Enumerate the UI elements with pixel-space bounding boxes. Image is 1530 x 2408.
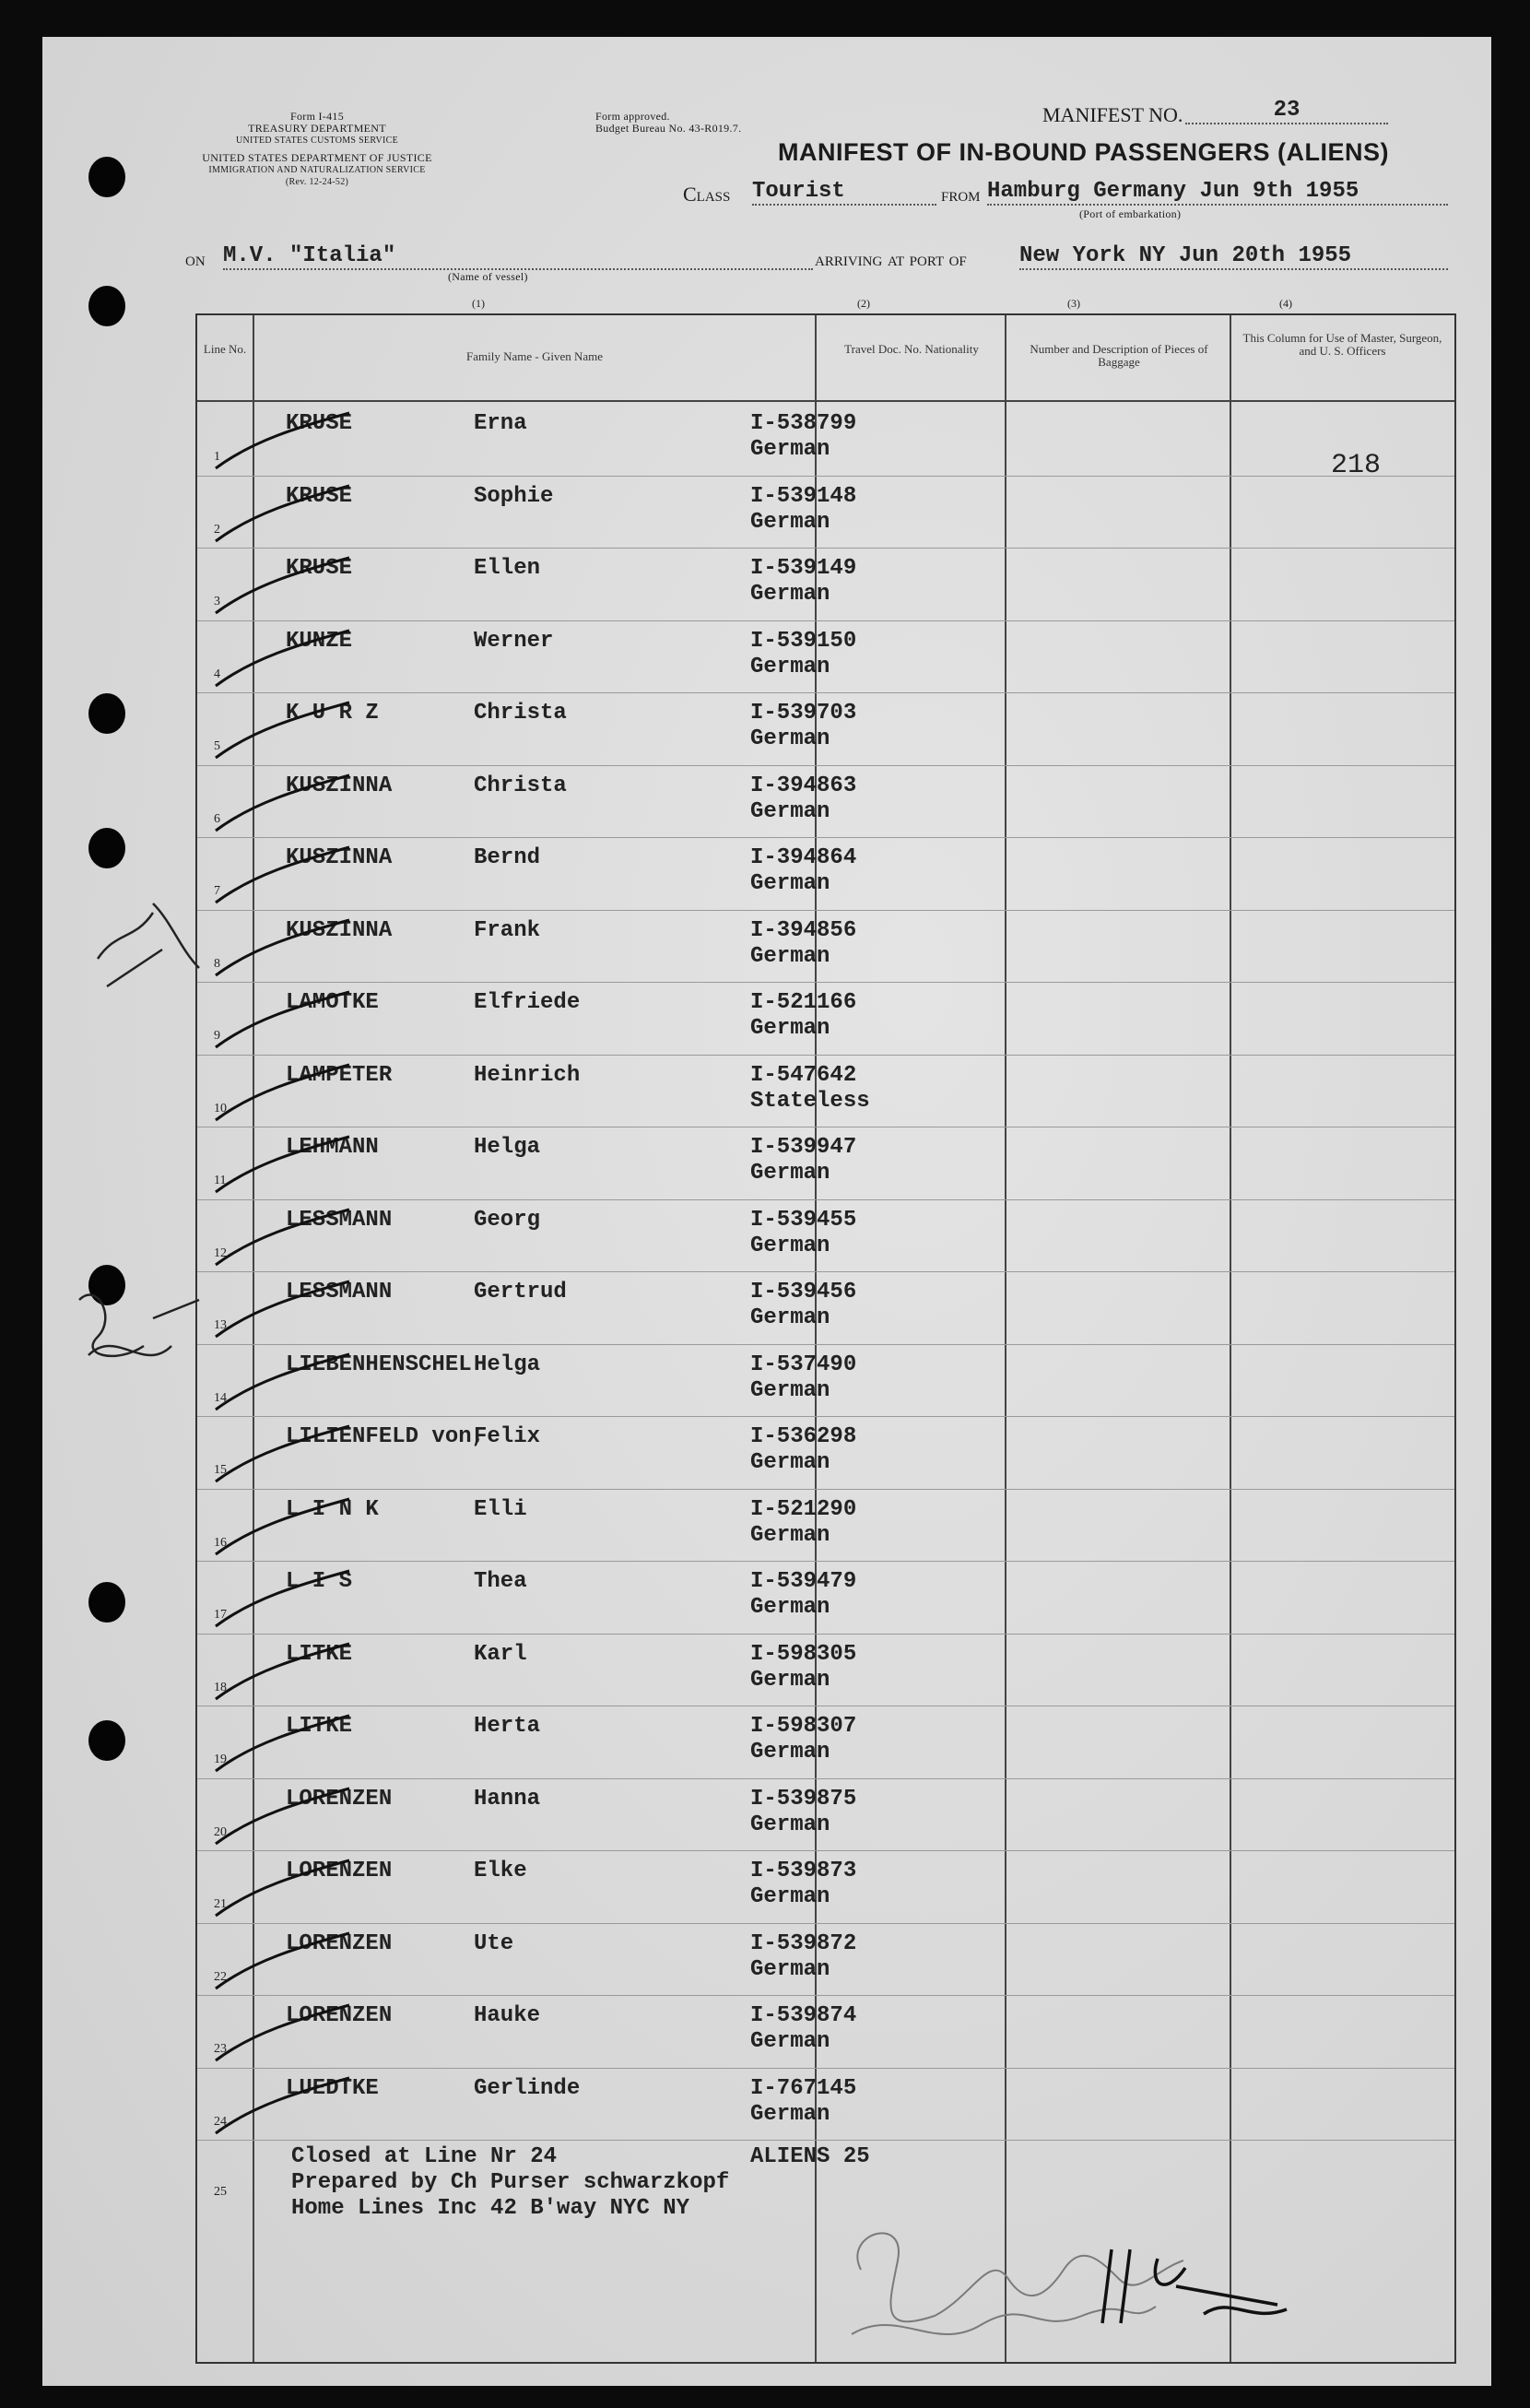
form-header-left bbox=[188, 111, 446, 188]
table-row bbox=[197, 1200, 1454, 1272]
line-number: 11 bbox=[214, 1174, 227, 1187]
table-row bbox=[197, 1996, 1454, 2068]
check-mark bbox=[197, 1345, 363, 1417]
check-mark bbox=[197, 549, 363, 620]
table-row bbox=[197, 1851, 1454, 1923]
line-number: 6 bbox=[214, 811, 220, 826]
nationality: German bbox=[750, 582, 830, 607]
given-name: Felix bbox=[474, 1424, 541, 1449]
family-name: LORENZEN bbox=[286, 1930, 393, 1956]
given-name: Werner bbox=[474, 628, 554, 654]
aliens-total: ALIENS 25 bbox=[750, 2144, 870, 2169]
check-mark bbox=[197, 766, 363, 838]
family-name: LORENZEN bbox=[286, 2003, 393, 2028]
col-2-number: (2) bbox=[857, 297, 870, 310]
treasury-label: TREASURY DEPARTMENT bbox=[248, 122, 386, 135]
col-1-number: (1) bbox=[472, 297, 485, 310]
given-name: Christa bbox=[474, 773, 567, 798]
customs-label: UNITED STATES CUSTOMS SERVICE bbox=[235, 136, 399, 146]
check-mark bbox=[197, 983, 363, 1055]
nationality: German bbox=[750, 2101, 830, 2127]
table-row bbox=[197, 1779, 1454, 1851]
line-number: 13 bbox=[214, 1318, 227, 1332]
line-number: 5 bbox=[214, 739, 220, 753]
given-name: Elke bbox=[474, 1859, 527, 1883]
family-name: LITKE bbox=[286, 1714, 353, 1739]
check-mark bbox=[197, 1056, 363, 1127]
nationality: German bbox=[750, 2029, 830, 2054]
travel-doc-number: I-394863 bbox=[750, 773, 857, 798]
line-number: 23 bbox=[214, 2042, 227, 2056]
given-name: Frank bbox=[474, 917, 541, 943]
travel-doc-number: I-547642 bbox=[750, 1062, 857, 1088]
given-name: Heinrich bbox=[474, 1062, 581, 1088]
family-name: LAMPETER bbox=[286, 1062, 393, 1088]
travel-doc-number: I-539455 bbox=[750, 1207, 857, 1233]
punch-hole bbox=[88, 157, 125, 197]
passenger-table bbox=[195, 313, 1456, 2364]
nationality: German bbox=[750, 1522, 830, 1548]
punch-hole bbox=[88, 286, 125, 326]
line-number: 3 bbox=[214, 595, 220, 608]
travel-doc-number: I-598305 bbox=[750, 1641, 857, 1667]
family-name: KUSZINNA bbox=[286, 917, 393, 943]
vessel-value: M.V. "Italia" bbox=[223, 243, 813, 270]
table-row bbox=[197, 1490, 1454, 1562]
check-mark bbox=[197, 1200, 363, 1272]
family-name: KUSZINNA bbox=[286, 773, 393, 798]
nationality: German bbox=[750, 654, 830, 679]
table-row bbox=[197, 477, 1454, 549]
given-name: Christa bbox=[474, 701, 567, 726]
given-name: Helga bbox=[474, 1135, 541, 1160]
table-row bbox=[197, 1127, 1454, 1199]
line-number: 20 bbox=[214, 1824, 227, 1839]
family-name: K U R Z bbox=[286, 701, 379, 726]
check-mark bbox=[197, 1924, 363, 1996]
nationality: German bbox=[750, 1377, 830, 1403]
nationality: German bbox=[750, 1016, 830, 1041]
travel-doc-number: I-539872 bbox=[750, 1930, 857, 1956]
table-row bbox=[197, 1706, 1454, 1778]
given-name: Ute bbox=[474, 1930, 514, 1956]
col-4-number: (4) bbox=[1279, 297, 1292, 310]
table-row bbox=[197, 1345, 1454, 1417]
family-name: LORENZEN bbox=[286, 1859, 393, 1883]
line-number: 12 bbox=[214, 1245, 227, 1260]
footer-line-number: 25 bbox=[214, 2185, 227, 2199]
family-name: LITKE bbox=[286, 1641, 353, 1667]
ins-label: IMMIGRATION AND NATURALIZATION SERVICE bbox=[208, 165, 426, 175]
footer-text bbox=[291, 2144, 729, 2222]
family-name: LESSMANN bbox=[286, 1280, 393, 1304]
given-name: Gertrud bbox=[474, 1280, 567, 1304]
nationality: German bbox=[750, 726, 830, 751]
table-row bbox=[197, 911, 1454, 983]
travel-doc-number: I-539479 bbox=[750, 1569, 857, 1594]
line-number: 24 bbox=[214, 2114, 227, 2129]
company-address: Home Lines Inc 42 B'way NYC NY bbox=[291, 2196, 690, 2221]
nationality: German bbox=[750, 1595, 830, 1620]
header-baggage: Number and Description of Pieces of Baggage bbox=[1030, 342, 1208, 369]
given-name: Thea bbox=[474, 1569, 527, 1594]
check-mark bbox=[197, 1779, 363, 1851]
given-name: Hauke bbox=[474, 2003, 541, 2028]
header-family-name: Family Name - Given Name bbox=[465, 349, 603, 363]
line-number: 10 bbox=[214, 1101, 227, 1115]
table-row bbox=[197, 1056, 1454, 1127]
line-number: 9 bbox=[214, 1029, 220, 1043]
travel-doc-number: I-767145 bbox=[750, 2075, 857, 2101]
table-row bbox=[197, 549, 1454, 620]
table-row bbox=[197, 1272, 1454, 1344]
arriving-label: arriving at port of bbox=[815, 247, 967, 270]
header-travel-doc: Travel Doc. No. Nationality bbox=[844, 342, 979, 356]
line-number: 21 bbox=[214, 1897, 227, 1911]
nationality: German bbox=[750, 1956, 830, 1982]
nationality: German bbox=[750, 437, 830, 462]
budget-label: Budget Bureau No. 43-R019.7. bbox=[595, 122, 742, 135]
given-name: Sophie bbox=[474, 483, 554, 509]
travel-doc-number: I-539947 bbox=[750, 1135, 857, 1160]
travel-doc-number: I-539149 bbox=[750, 556, 857, 581]
check-mark bbox=[197, 1706, 363, 1778]
line-number: 2 bbox=[214, 522, 220, 537]
doj-label: UNITED STATES DEPARTMENT OF JUSTICE bbox=[202, 151, 432, 164]
family-name: LUEDTKE bbox=[286, 2075, 379, 2101]
prepared-by: Prepared by Ch Purser schwarzkopf bbox=[291, 2170, 730, 2195]
given-name: Helga bbox=[474, 1352, 541, 1377]
check-mark bbox=[197, 404, 363, 476]
family-name: LESSMANN bbox=[286, 1207, 393, 1233]
family-name: LIEBENHENSCHEL bbox=[286, 1352, 472, 1377]
family-name: L I S bbox=[286, 1569, 353, 1594]
nationality: German bbox=[750, 1305, 830, 1330]
given-name: Hanna bbox=[474, 1786, 541, 1812]
nationality: German bbox=[750, 1812, 830, 1837]
line-number: 22 bbox=[214, 1969, 227, 1984]
check-mark bbox=[197, 477, 363, 549]
nationality: German bbox=[750, 871, 830, 896]
line-number: 14 bbox=[214, 1390, 227, 1405]
form-number: Form I-415 bbox=[290, 110, 344, 123]
line-number: 17 bbox=[214, 1608, 227, 1622]
check-mark bbox=[197, 838, 363, 910]
arriving-value: New York NY Jun 20th 1955 bbox=[1019, 243, 1448, 270]
family-name: KUSZINNA bbox=[286, 845, 393, 870]
form-approval bbox=[595, 111, 741, 135]
table-row bbox=[197, 693, 1454, 765]
family-name: KRUSE bbox=[286, 483, 353, 509]
travel-doc-number: I-539703 bbox=[750, 701, 857, 726]
check-mark bbox=[197, 1635, 363, 1706]
travel-doc-number: I-539874 bbox=[750, 2003, 857, 2028]
table-row bbox=[197, 983, 1454, 1055]
nationality: German bbox=[750, 798, 830, 824]
manifest-sheet bbox=[42, 37, 1491, 2386]
given-name: Bernd bbox=[474, 845, 541, 870]
table-row bbox=[197, 766, 1454, 838]
family-name: LILIENFELD von, bbox=[286, 1424, 486, 1449]
col-3-number: (3) bbox=[1067, 297, 1080, 310]
table-row bbox=[197, 1562, 1454, 1634]
margin-scribble bbox=[79, 848, 208, 1033]
check-mark bbox=[197, 693, 363, 765]
table-row bbox=[197, 1417, 1454, 1489]
travel-doc-number: I-521166 bbox=[750, 990, 857, 1015]
nationality: German bbox=[750, 1740, 830, 1765]
nationality: German bbox=[750, 1161, 830, 1186]
embarkation-note: (Port of embarkation) bbox=[1079, 207, 1182, 220]
travel-doc-number: I-394856 bbox=[750, 917, 857, 943]
check-mark bbox=[197, 1562, 363, 1634]
officer-mark: 218 bbox=[1331, 450, 1382, 481]
check-mark bbox=[197, 1851, 363, 1923]
family-name: KUNZE bbox=[286, 628, 353, 654]
check-mark bbox=[197, 911, 363, 983]
class-label: Class bbox=[683, 183, 731, 206]
check-mark bbox=[197, 1996, 363, 2068]
travel-doc-number: I-538799 bbox=[750, 411, 857, 436]
given-name: Karl bbox=[474, 1641, 527, 1667]
family-name: L I N K bbox=[286, 1496, 379, 1522]
travel-doc-number: I-539875 bbox=[750, 1786, 857, 1812]
family-name: LAMOTKE bbox=[286, 990, 379, 1015]
given-name: Erna bbox=[474, 411, 527, 436]
travel-doc-number: I-539873 bbox=[750, 1859, 857, 1883]
header-line-no: Line No. bbox=[203, 342, 247, 356]
given-name: Ellen bbox=[474, 556, 541, 581]
nationality: German bbox=[750, 1884, 830, 1909]
family-name: LORENZEN bbox=[286, 1786, 393, 1812]
family-name: KRUSE bbox=[286, 411, 353, 436]
on-label: on bbox=[185, 247, 206, 270]
class-value: Tourist bbox=[752, 179, 936, 206]
punch-hole bbox=[88, 1582, 125, 1623]
punch-hole bbox=[88, 693, 125, 734]
travel-doc-number: I-521290 bbox=[750, 1496, 857, 1522]
nationality: German bbox=[750, 1450, 830, 1475]
table-row bbox=[197, 1924, 1454, 1996]
check-mark bbox=[197, 1272, 363, 1344]
line-number: 4 bbox=[214, 667, 220, 681]
header-officers: This Column for Use of Master, Surgeon, and U. S. Officers bbox=[1242, 331, 1442, 358]
closed-at-line: Closed at Line Nr 24 bbox=[291, 2144, 558, 2169]
line-number: 18 bbox=[214, 1680, 227, 1694]
nationality: Stateless bbox=[750, 1088, 870, 1114]
nationality: German bbox=[750, 1667, 830, 1693]
check-mark bbox=[197, 1490, 363, 1562]
nationality: German bbox=[750, 1233, 830, 1258]
line-number: 8 bbox=[214, 956, 220, 971]
revision-label: (Rev. 12-24-52) bbox=[285, 177, 349, 187]
family-name: KRUSE bbox=[286, 556, 353, 581]
nationality: German bbox=[750, 509, 830, 535]
line-number: 7 bbox=[214, 884, 220, 898]
line-number: 15 bbox=[214, 1463, 227, 1477]
travel-doc-number: I-598307 bbox=[750, 1714, 857, 1739]
travel-doc-number: I-394864 bbox=[750, 845, 857, 870]
given-name: Gerlinde bbox=[474, 2075, 581, 2101]
given-name: Elli bbox=[474, 1496, 527, 1522]
travel-doc-number: I-537490 bbox=[750, 1352, 857, 1377]
margin-scribble bbox=[61, 1263, 208, 1392]
vessel-note: (Name of vessel) bbox=[448, 270, 528, 283]
line-number: 16 bbox=[214, 1535, 227, 1550]
given-name: Georg bbox=[474, 1207, 541, 1233]
from-value: Hamburg Germany Jun 9th 1955 bbox=[987, 179, 1448, 206]
punch-hole bbox=[88, 1720, 125, 1761]
given-name: Elfriede bbox=[474, 990, 581, 1015]
travel-doc-number: I-536298 bbox=[750, 1424, 857, 1449]
line-number: 1 bbox=[214, 450, 220, 464]
table-row bbox=[197, 838, 1454, 910]
travel-doc-number: I-539150 bbox=[750, 628, 857, 654]
table-row bbox=[197, 621, 1454, 693]
table-row bbox=[197, 1635, 1454, 1706]
manifest-no-value: 23 bbox=[1185, 98, 1388, 124]
check-mark bbox=[197, 621, 363, 693]
handwritten-note bbox=[1093, 2231, 1351, 2342]
manifest-title: MANIFEST OF IN-BOUND PASSENGERS (ALIENS) bbox=[778, 138, 1390, 166]
check-mark bbox=[197, 1417, 363, 1489]
line-number: 19 bbox=[214, 1753, 227, 1766]
approved-label: Form approved. bbox=[595, 110, 670, 123]
given-name: Herta bbox=[474, 1714, 541, 1739]
from-label: from bbox=[941, 183, 981, 206]
check-mark bbox=[197, 1127, 363, 1199]
travel-doc-number: I-539456 bbox=[750, 1280, 857, 1304]
table-row bbox=[197, 404, 1454, 476]
family-name: LEHMANN bbox=[286, 1135, 379, 1160]
travel-doc-number: I-539148 bbox=[750, 483, 857, 509]
manifest-no-label: MANIFEST NO. bbox=[1042, 103, 1183, 126]
nationality: German bbox=[750, 943, 830, 969]
